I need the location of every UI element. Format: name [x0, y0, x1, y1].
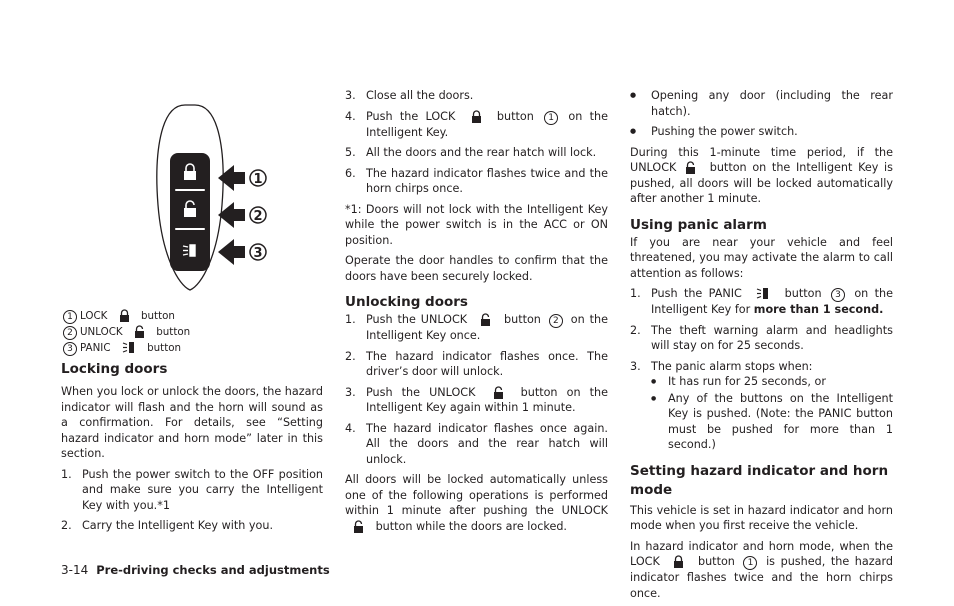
lock-icon [673, 555, 684, 568]
column-3 [630, 88, 893, 606]
callout-1: 1 [253, 172, 263, 187]
panic-steps [630, 286, 893, 453]
auto-lock-paragraph: All doors will be locked automatically unless one of the following operations is performed within 1 minute after pushing the UNLOCK button while the doors are locked. [345, 473, 608, 533]
locking-intro: When you lock or unlock the doors, the hazard indicator will flash and the horn will sound as a confirmation. For details, see “Setting hazard indicator and horn mode” later in this section. [61, 385, 323, 460]
list-item: 1. Push the PANIC button 3 on the Intelligent Key for more than 1 second. [630, 287, 894, 316]
legend-label: UNLOCK [80, 326, 123, 338]
auto-lock-conditions [630, 88, 893, 140]
section-heading-unlocking: Unlocking doors [345, 294, 468, 310]
list-item: ● Opening any door (including the rear hatch). [630, 88, 893, 119]
list-item: 2. The hazard indicator flashes once. The driver’s door will unlock. [345, 349, 608, 378]
list-item: 1. Push the power switch to the OFF position and make sure you carry the Intelligent Key with you.*1 [61, 467, 323, 512]
list-item: ● Any of the buttons on the Intelligent Key is pushed. (Note: the PANIC button must be pushed for more than 1 second.) [651, 391, 893, 453]
callout-2: 2 [253, 209, 263, 224]
callout-3: 3 [253, 246, 263, 261]
lock-icon [471, 110, 482, 123]
unlock-icon [493, 386, 504, 399]
button-number: 3 [831, 288, 845, 302]
list-item: ● Pushing the power switch. [630, 124, 893, 140]
legend-num: 3 [63, 342, 77, 356]
legend-item-panic [63, 340, 190, 356]
list-item: 1. Push the UNLOCK button 2 on the Intelligent Key once. [345, 313, 609, 342]
unlock-icon [353, 520, 364, 533]
legend-item-unlock [63, 324, 190, 340]
page-number: 3-14 [61, 563, 89, 577]
note-1: *1: Doors will not lock with the Intelligent Key while the power switch is in the ACC or ON position. [345, 202, 608, 247]
list-item: 2. Carry the Intelligent Key with you. [61, 519, 274, 532]
callout-arrow-3 [218, 239, 245, 265]
chapter-title: Pre-driving checks and adjustments [96, 563, 330, 577]
unlock-icon [685, 161, 696, 174]
locking-steps [61, 467, 323, 534]
legend-num: 2 [63, 326, 77, 340]
legend-label: PANIC [80, 342, 111, 354]
list-item: 4. Push the LOCK button 1 on the Intelligent Key. [345, 109, 608, 139]
lock-icon [119, 309, 130, 322]
intelligent-key-illustration [140, 95, 280, 300]
hazard-paragraph-2: In hazard indicator and horn mode, when the LOCK button 1 is pushed, the hazard indicator flashes twice and the horn chirps once. [630, 539, 893, 600]
figure-legend [63, 308, 190, 356]
section-heading-hazard: Setting hazard indicator and horn mode [630, 462, 889, 498]
hazard-paragraph-1: This vehicle is set in hazard indicator and horn mode when you first receive the vehicle. [630, 503, 893, 532]
list-item: 3. Push the UNLOCK button on the Intelligent Key again within 1 minute. [345, 385, 608, 414]
panic-stop-conditions [651, 374, 893, 453]
legend-num: 1 [63, 310, 77, 324]
list-item: 6. The hazard indicator flashes twice and the horn chirps once. [345, 166, 608, 195]
unlocking-steps [345, 312, 608, 467]
legend-label: LOCK [80, 310, 108, 322]
section-heading-locking: Locking doors [61, 361, 168, 377]
legend-suffix: button [156, 326, 191, 338]
list-item: 2. The theft warning alarm and headlights will stay on for 25 seconds. [630, 323, 893, 352]
section-heading-panic: Using panic alarm [630, 216, 767, 233]
panic-intro: If you are near your vehicle and feel threatened, you may activate the alarm to call attention as follows: [630, 235, 893, 280]
note-2: Operate the door handles to confirm that the doors have been securely locked. [345, 254, 608, 283]
button-number: 1 [743, 556, 757, 570]
panic-icon [756, 287, 770, 300]
page-footer [61, 563, 330, 577]
column-1 [61, 360, 323, 539]
column-2 [345, 88, 608, 539]
legend-suffix: button [140, 310, 175, 322]
list-item: 5. All the doors and the rear hatch will lock. [345, 146, 597, 159]
during-paragraph: During this 1-minute time period, if the UNLOCK button on the Intelligent Key is pushed, all doors will be locked automatically after another 1 minute. [630, 145, 893, 205]
list-item: 3. Close all the doors. [345, 89, 474, 102]
button-number: 1 [544, 111, 558, 125]
locking-steps-continued [345, 88, 608, 197]
unlock-icon [480, 313, 491, 326]
unlock-icon [134, 325, 145, 338]
list-item: ● It has run for 25 seconds, or [651, 374, 893, 390]
list-item: 4. The hazard indicator flashes once again. All the doors and the rear hatch will unlock. [345, 421, 608, 466]
legend-suffix: button [147, 342, 182, 354]
button-number: 2 [549, 314, 563, 328]
legend-item-lock [63, 308, 190, 324]
list-item: 3. The panic alarm stops when: ● It has run for 25 seconds, or ● Any of the buttons on the Intelligent Key is pushed. (Note: the PANIC button must be pushed for more than 1 second.) [630, 359, 893, 453]
panic-icon [122, 341, 136, 354]
